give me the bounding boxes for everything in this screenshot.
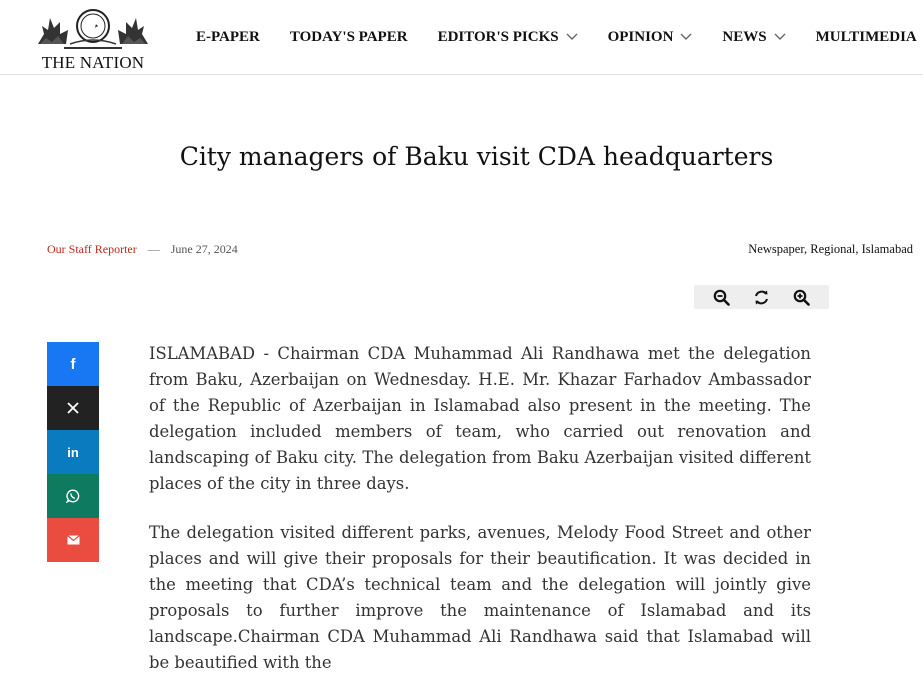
nav-item-label: EDITOR'S PICKS [437, 28, 559, 45]
main-nav [196, 0, 923, 74]
facebook-icon: f [70, 355, 76, 373]
zoom-out-button[interactable] [712, 287, 732, 307]
nav-item-e-paper[interactable] [196, 29, 260, 46]
zoom-out-icon [713, 289, 730, 306]
category-link-regional[interactable]: Regional [810, 242, 856, 256]
reset-text-button[interactable] [751, 287, 771, 307]
share-email-button[interactable] [47, 518, 99, 562]
zoom-in-icon [793, 289, 810, 306]
author-link[interactable]: Our Staff Reporter [47, 242, 137, 256]
nav-item-news[interactable] [722, 29, 785, 46]
article-title: City managers of Baku visit CDA headquarters [179, 142, 774, 171]
nav-item-label: MULTIMEDIA [815, 28, 917, 45]
x-icon [67, 402, 79, 414]
nav-item-todays-paper[interactable] [290, 29, 408, 46]
category-link-islamabad[interactable]: Islamabad [861, 242, 913, 256]
share-whatsapp-button[interactable] [47, 474, 99, 518]
share-linkedin-button[interactable] [47, 430, 99, 474]
share-bar [47, 342, 99, 562]
whatsapp-icon [66, 489, 80, 503]
nav-item-label: NEWS [722, 28, 767, 45]
meta-separator: — [147, 242, 160, 256]
logo-text: THE NATION [41, 53, 145, 72]
publish-date: June 27, 2024 [170, 242, 238, 256]
site-header [0, 0, 923, 75]
zoom-in-button[interactable] [791, 287, 811, 307]
nav-item-label: OPINION [607, 28, 674, 45]
share-facebook-button[interactable] [47, 342, 99, 386]
email-icon [67, 535, 80, 545]
logo-emblem-icon [34, 4, 152, 54]
linkedin-icon: in [67, 444, 79, 460]
nav-item-label: E-PAPER [196, 28, 260, 45]
text-size-toolbar [694, 285, 829, 309]
nav-item-opinion[interactable] [608, 29, 693, 46]
site-logo[interactable] [34, 4, 152, 70]
article-body [149, 341, 811, 699]
chevron-down-icon [774, 33, 786, 41]
nav-item-multimedia[interactable] [816, 29, 923, 46]
category-link-newspaper[interactable]: Newspaper [748, 242, 804, 256]
article-meta [47, 242, 238, 257]
nav-item-editors-picks[interactable] [438, 29, 578, 46]
article-paragraph: The delegation visited different parks, avenues, Melody Food Street and other places and will give their proposals for their beautification. It was decided in the meeting that CDA’s technical team and the delegation will jointly give proposals to further improve the maintenance of Islamabad and its landscape.Chairman CDA Muhammad Ali Randhawa said that Islamabad will be beautified with the [149, 523, 811, 672]
nav-item-label: TODAY'S PAPER [289, 28, 408, 45]
chevron-down-icon [566, 33, 578, 41]
article-paragraph: ISLAMABAD - Chairman CDA Muhammad Ali Randhawa met the delegation from Baku, Azerbaijan on Wednesday. H.E. Mr. Khazar Farhadov Ambassador of the Republic of Azerbaijan in Islamabad also present in the meeting. The delegation included members of team, who carried out renovation and landscaping of Baku city. The delegation from Baku Azerbaijan visited different places of the city in three days. [149, 344, 811, 493]
chevron-down-icon [680, 33, 692, 41]
reset-icon [753, 289, 770, 306]
article-categories: Newspaper, Regional, Islamabad [748, 242, 913, 256]
share-x-button[interactable] [47, 386, 99, 430]
